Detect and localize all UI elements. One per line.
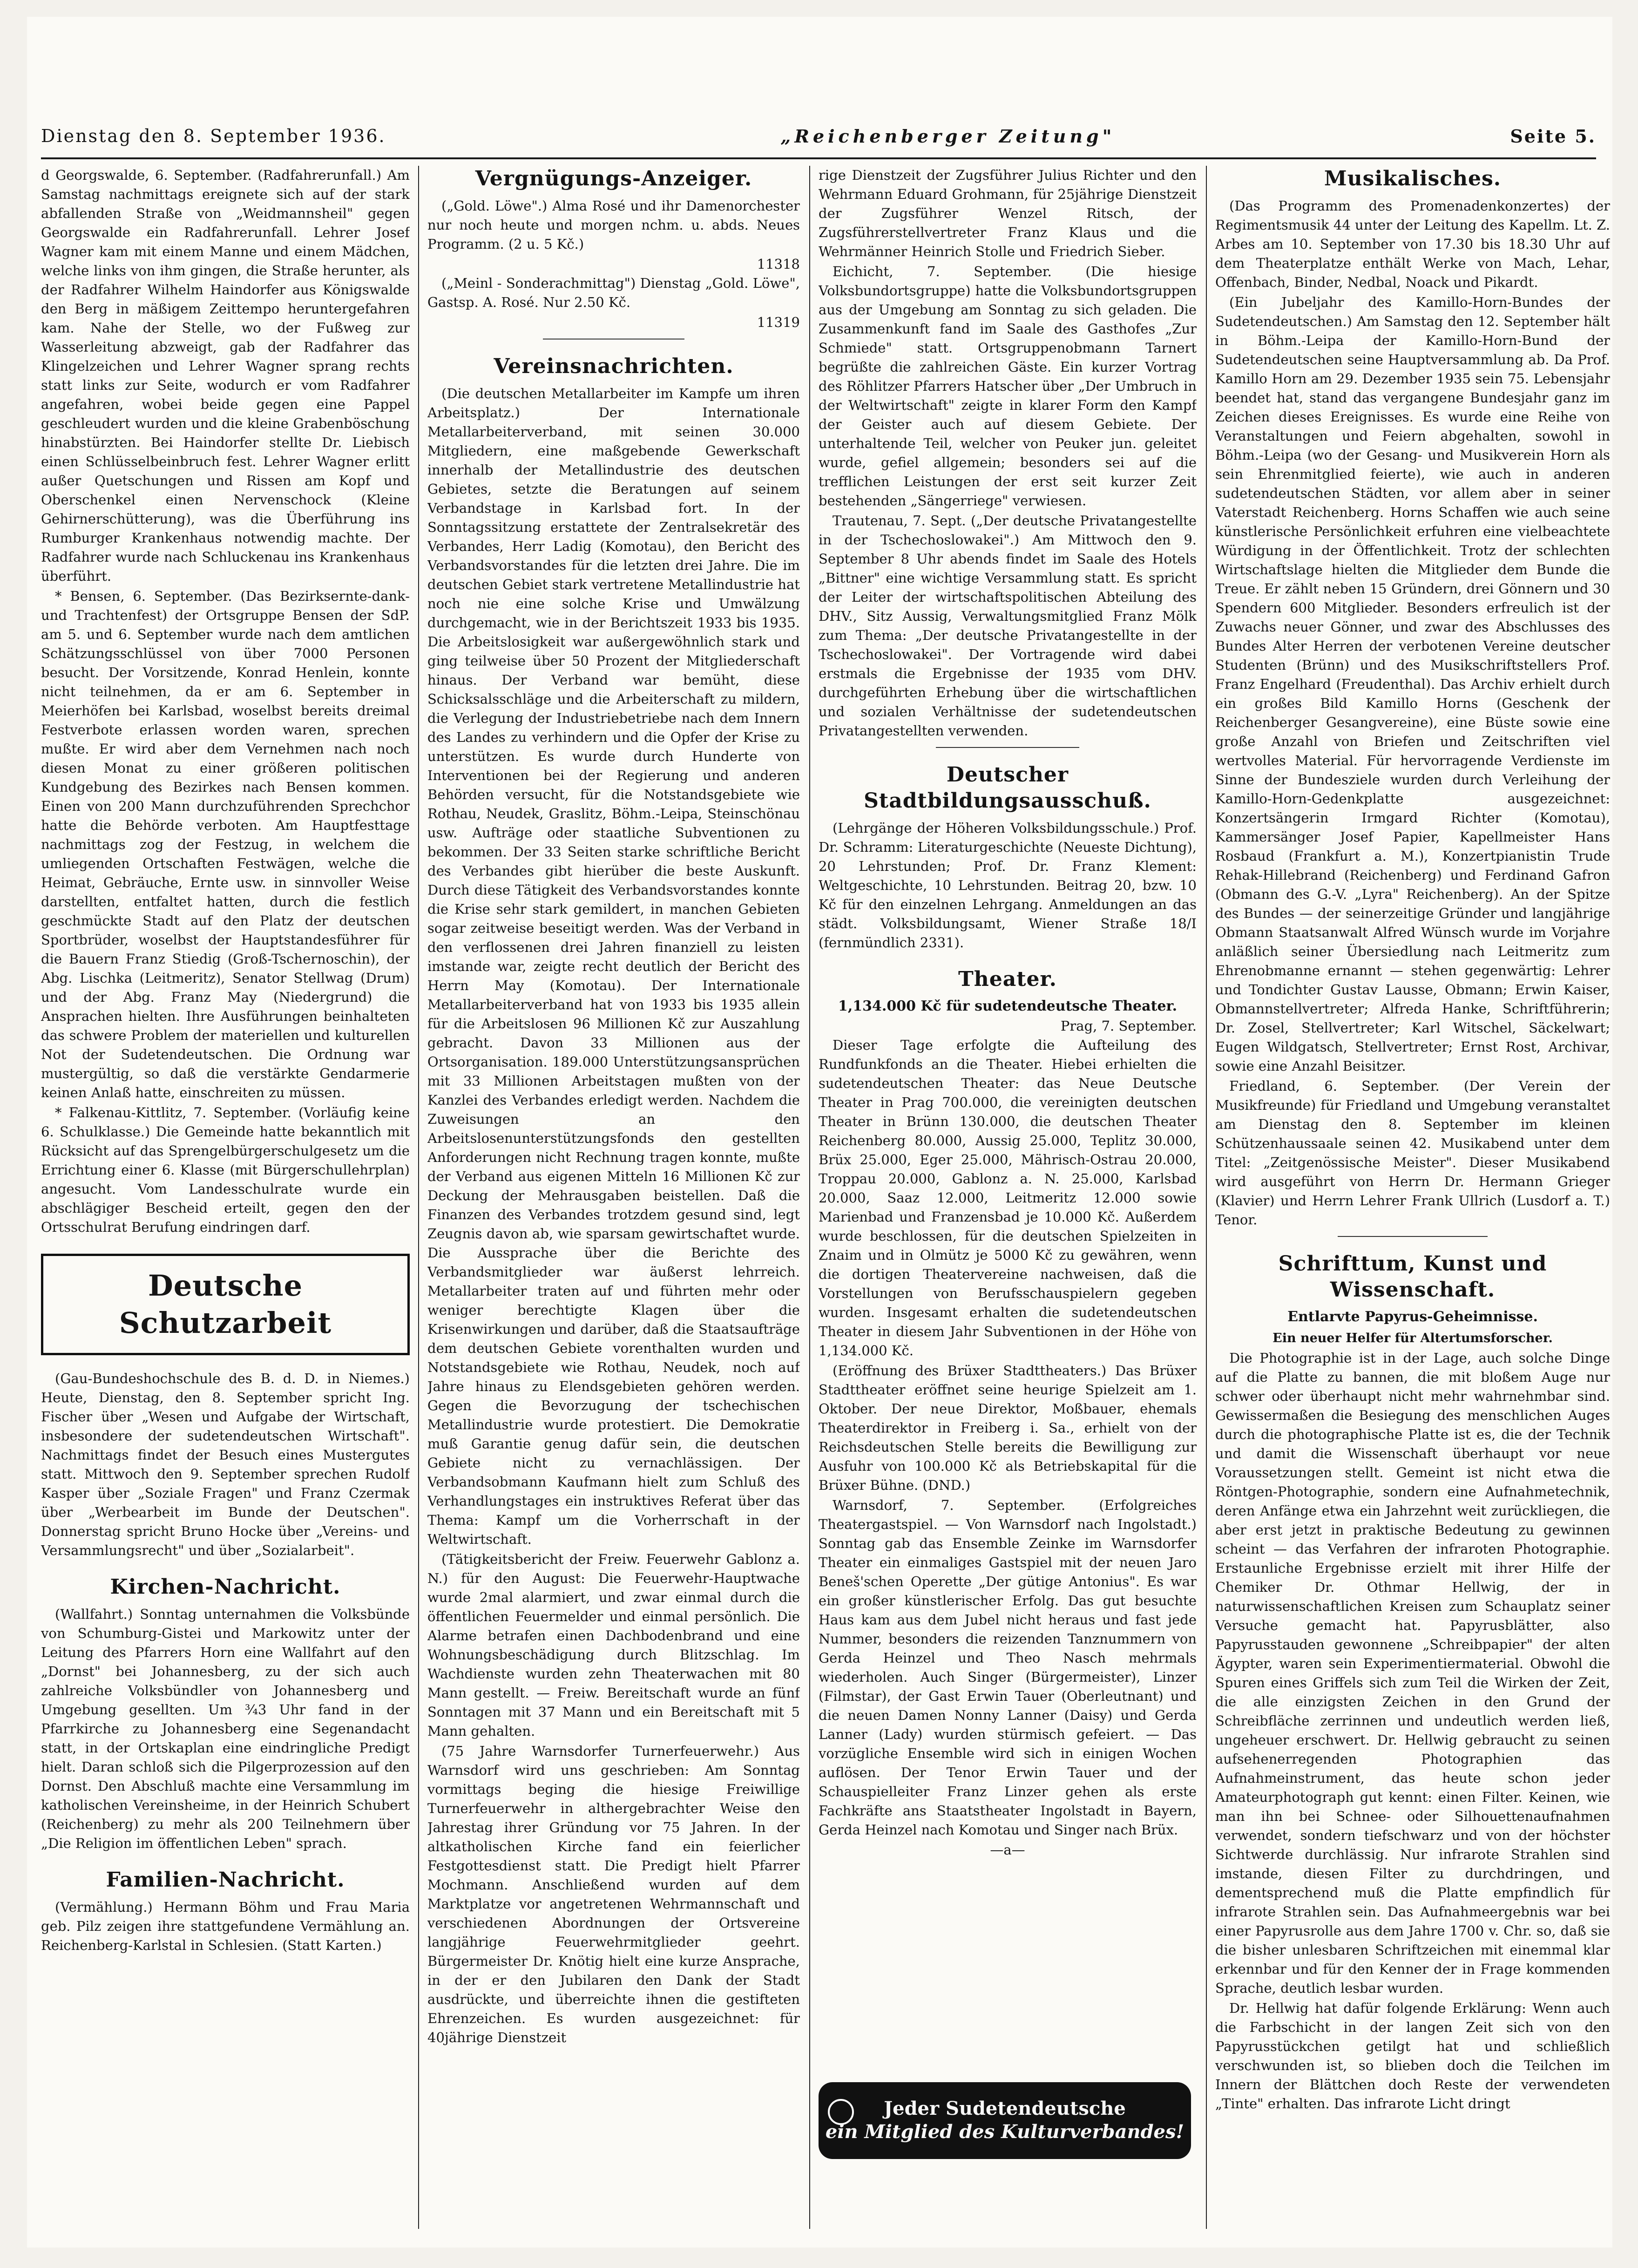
signature: —a— <box>990 1842 1025 1858</box>
heading-musikalisches: Musikalisches. <box>1324 167 1502 190</box>
column-1 <box>41 166 410 2229</box>
emblem-icon <box>828 2099 854 2125</box>
issue-date: Dienstag den 8. September 1936. <box>41 126 386 146</box>
page-number: Seite 5. <box>1510 125 1596 147</box>
article-turnerfeuerwehr-cont: rige Dienstzeit der Zugsführer Julius Richter und den Wehrmann Eduard Grohmann, für 25jährige Dienstzeit der Zugsführer Wenzel Ritsch, der Zugsführerstellvertreter Franz Klaus und die Wehrmänner Heinrich Stolle und Friedrich Sieber. <box>819 167 1197 259</box>
article-feuerwehr-gablonz: (Tätigkeitsbericht der Freiw. Feuerwehr Gablonz a. N.) für den August: Die Feuerwehr-Hauptwache wurde 2mal alarmiert, und zwar einmal durch die öffentlichen Feuermelder und einmal persönlich. Die Alarme betrafen einen Dachbodenbrand und eine Wohnungsbeschädigung durch Blitzschlag. Im Wachdienste wurden zehn Theaterwachen mit 80 Mann gestellt. — Freiw. Bereitschaft wurde an fünf Sonntagen mit 37 Mann und ein Bereitschaft mit 5 Mann gehalten. <box>427 1551 800 1739</box>
ad-line-2: ein Mitglied des Kulturverbandes! <box>825 2121 1185 2143</box>
separator <box>936 747 1080 748</box>
article-gau-bundeshochschule: (Gau-Bundeshochschule des B. d. D. in Niemes.) Heute, Dienstag, den 8. September spricht Ing. Fischer über „Wesen und Aufgabe der Wirtschaft, insbesondere der sudetendeutschen Wirtschaft". Nachmittags findet der Besuch eines Mustergutes statt. Mittwoch den 9. September sprechen Rudolf Kasper über „Soziale Fragen" und Franz Czermak über „Werbearbeit im Bunde der Deutschen". Donnerstag spricht Bruno Hocke über „Vereins- und Versammlungsrecht" und über „Sozialarbeit". <box>41 1371 410 1558</box>
article-falkenau: * Falkenau-Kittlitz, 7. September. (Vorläufig keine 6. Schulklasse.) Die Gemeinde hatte bekanntlich mit Rücksicht auf das Sprengelbürgerschulgesetz um die Errichtung einer 6. Klasse (mit Bürgerschullehrplan) angesucht. Vom Landesschulrate wurde ein abschlägiger Bescheid erteilt, gegen den der Ortsschulrat Berufung eindringen darf. <box>41 1105 410 1235</box>
column-rule <box>1206 166 1207 2229</box>
article-rundfunkfonds: Dieser Tage erfolgte die Aufteilung des Rundfunkfonds an die Theater. Hiebei erhielten die sudetendeutschen Theater: das Neue Deutsche Theater in Prag 700.000, die vereinigten deutschen Theater in Brünn 130.000, die deutschen Theater Reichenberg 80.000, Aussig 25.000, Teplitz 30.000, Brüx 25.000, Eger 25.000, Mährisch-Ostrau 20.000, Troppau 20.000, Gablonz a. N. 25.000, Karlsbad 20.000, Saaz 12.000, Leitmeritz 12.000 sowie Marienbad und Franzensbad je 10.000 Kč. Außerdem wurde beschlossen, für die deutschen Spielzeiten in Znaim und in Olmütz je 5000 Kč zu gewähren, wenn die dortigen Theatervereine nachweisen, daß die Vorstellungen von Berufsschauspielern gegeben wurden. Insgesamt erhalten die sudetendeutschen Theater in diesem Jahr Subventionen in der Höhe von 1,134.000 Kč. <box>819 1037 1197 1358</box>
article-trautenau: Trautenau, 7. Sept. („Der deutsche Privatangestellte in der Tschechoslowakei".) Am Mittwoch den 9. September 8 Uhr abends findet im Saale des Hotels „Bittner" eine wichtige Versammlung statt. Es spricht der Leiter der wirtschaftspolitischen Abteilung des DHV., Sitz Aussig, Verwaltungsmitglied Franz Mölk zum Thema: „Der deutsche Privatangestellte in der Tschechoslowakei". Der Vortragende wird dabei erstmals die Ergebnisse der 1935 vom DHV. durchgeführten Erhebung über die wirtschaftlichen und sozialen Verhältnisse der sudetendeutschen Privatangestellten verwenden. <box>819 513 1197 739</box>
column-2 <box>427 166 800 2229</box>
separator <box>543 339 684 340</box>
article-vermaehlung: (Vermählung.) Hermann Böhm und Frau Maria geb. Pilz zeigen ihre stattgefundene Vermählung an. Reichenberg-Karlstal in Schlesien. (Statt Karten.) <box>41 1899 410 1953</box>
article-papyrus-cont: Dr. Hellwig hat dafür folgende Erklärung: Wenn auch die Farbschicht in der langen Zeit sich von den Papyrusstückchen getilgt hat und schließlich verschwunden ist, so blieben doch die Teilchen im Innern der Blättchen doch Reste der verwendeten „Tinte" erhalten. Das infrarote Licht dringt <box>1215 2000 1610 2112</box>
article-eichicht: Eichicht, 7. September. (Die hiesige Volksbundortsgruppe) hatte die Volksbundortsgruppen aus der Umgebung am Sonntag zu sich geladen. Die Zusammenkunft fand im Saale des Gasthofes „Zur Schmiede" statt. Ortsgruppenobmann Tarnert begrüßte die zahlreichen Gäste. Ein kurzer Vortrag des Röhlitzer Pfarrers Hatscher über „Der Umbruch in der Weltwirtschaft" zeigte in klarer Form den Kampf der Geister auch auf diesem Gebiete. Der unterhaltende Teil, welcher von Peuker jun. geleitet wurde, gefiel allgemein; besonders sei auf die trefflichen Leistungen der erst seit kurzer Zeit bestehenden „Sängerriege" verwiesen. <box>819 264 1197 509</box>
ad-number: 11318 <box>757 256 800 272</box>
masthead <box>41 115 1596 159</box>
article-warnsdorf-theater: Warnsdorf, 7. September. (Erfolgreiches Theatergastspiel. — Von Warnsdorf nach Ingolstadt.) Sonntag gab das Ensemble Zeinke im Warnsdorfer Theater ein einmaliges Gastspiel mit der neuen Jaro Beneš'schen Operette „Der gütige Antonius". Es war ein großer künstlerischer Erfolg. Das gut besuchte Haus kam aus dem Jubel nicht heraus und fast jede Nummer, besonders die reizenden Tanznummern von Gerda Heinzel und Theo Nasch mehrmals wiederholen. Auch Singer (Bürgermeister), Linzer (Filmstar), der Gast Erwin Tauer (Oberleutnant) und die neuen Damen Nonny Lanner (Daisy) und Gerda Lanner (Lady) wurden stürmisch gefeiert. — Das vorzügliche Ensemble wird sich in einigen Wochen auflösen. Der Tenor Erwin Tauer und der Schauspielleiter Franz Linzer gehen als erste Fachkräfte ans Staatstheater Ingolstadt in Bayern, Gerda Heinzel nach Komotau und Singer nach Brüx. <box>819 1497 1197 1838</box>
article-kamillo-horn-bund: (Ein Jubeljahr des Kamillo-Horn-Bundes der Sudetendeutschen.) Am Samstag den 12. September hält in Böhm.-Leipa der Kamillo-Horn-Bund der Sudetendeutschen seine Hauptversammlung ab. Da Prof. Kamillo Horn am 29. Dezember 1935 sein 75. Lebensjahr beendet hat, stand das vergangene Bundesjahr ganz im Zeichen dieses Ereignisses. Es wurde eine Reihe von Veranstaltungen und Feiern abgehalten, sowohl in Böhm.-Leipa (wo der Gesang- und Musikverein Horn als sein Ehrenmitglied feierte), wie auch in anderen sudetendeutschen Städten, vor allem aber in seiner Vaterstadt Reichenberg. Horns Schaffen wie auch seine künstlerische Persönlichkeit erfuhren eine vielbeachtete Würdigung in der Öffentlichkeit. Trotz der schlechten Wirtschaftslage hielten die Mitglieder dem Bunde die Treue. Er zählt neben 15 Gründern, drei Gönnern und 30 Spendern 600 Mitglieder. Besonders erfreulich ist der Zuwachs neuer Gönner, und zwar des Abschlusses des Bundes Alter Herren der verbotenen Vereine deutscher Studenten (Brünn) und des Musikschriftstellers Prof. Franz Engelhard (Freudenthal). Das Archiv erhielt durch ein großes Bild Kamillo Horns (Geschenk der Reichenberger Gesangvereine), eine Büste sowie eine große Anzahl von Briefen und Zeitschriften viel wertvolles Material. Für hervorragende Verdienste im Sinne der Bundesziele wurden durch Verleihung der Kamillo-Horn-Gedenkplatte ausgezeichnet: Konzertsängerin Irmgard Richter (Komotau), Kammersänger Josef Papier, Kapellmeister Hans Rosbaud (Frankfurt a. M.), Konzertpianistin Trude Rehak-Hillebrand (Reichenberg) und Ferdinand Gafron (Obmann des G.-V. „Lyra" Reichenberg). An der Spitze des Bundes — der seinerzeitige Gründer und langjährige Obmann Staatsanwalt Alfred Wünsch wurde im Vorjahre anläßlich seiner Übersiedlung nach Leitmeritz zum Ehrenobmanne ernannt — stehen gegenwärtig: Lehrer und Tondichter Gustav Lausse, Obmann; Erwin Kaiser, Obmannstellvertreter; Alfreda Hanke, Schriftführerin; Dr. Zosel, Stellvertreter; Karl Witschel, Säckelwart; Eugen Wildgatsch, Stellvertreter; Ernst Rost, Archivar, sowie eine Anzahl Beisitzer. <box>1215 294 1610 1074</box>
schutzarbeit-banner: Deutsche Schutzarbeit <box>41 1254 410 1355</box>
heading-familien-nachricht: Familien-Nachricht. <box>106 1868 345 1892</box>
kulturverband-ad <box>819 2082 1191 2159</box>
article-promenadenkonzert: (Das Programm des Promenadenkonzertes) der Regimentsmusik 44 unter der Leitung des Kapellm. Lt. Z. Arbes am 10. September von 17.30 bis 18.30 Uhr auf dem Theaterplatze enthält Werke von Mach, Lehar, Offenbach, Binder, Nedbal, Noack und Pikardt. <box>1215 198 1610 290</box>
dateline: Prag, 7. September. <box>1060 1018 1197 1034</box>
subheading-papyrus: Entlarvte Papyrus-Geheimnisse. <box>1287 1309 1538 1325</box>
subheading-theater: 1,134.000 Kč für sudetendeutsche Theater. <box>838 998 1178 1014</box>
heading-kirchen-nachricht: Kirchen-Nachricht. <box>110 1575 341 1599</box>
article-metallarbeiter: (Die deutschen Metallarbeiter im Kampfe um ihren Arbeitsplatz.) Der Internationale Metallarbeiterverband, mit seinen 30.000 Mitgliedern, eine maßgebende Gewerkschaft innerhalb der Metallindustrie des deutschen Gebietes, setzte die Beratungen auf seinem Verbandstage in Karlsbad fort. In der Sonntagssitzung erstattete der Zentralsekretär des Verbandes, Herr Ladig (Komotau), den Bericht des Verbandsvorstandes für die letzten drei Jahre. Die im deutschen Gebiet stark vertretene Metallindustrie hat noch nie eine solche Krise und Umwälzung durchgemacht, wie in der Berichtszeit 1933 bis 1935. Die Arbeitslosigkeit war außergewöhnlich stark und ging teilweise über 50 Prozent der Mitgliederschaft hinaus. Der Verband war bemüht, diese Schicksalsschläge und die Arbeiterschaft zu mildern, die Verlegung der Industriebetriebe nach dem Innern des Landes zu verhindern und die Opfer der Krise zu unterstützen. Es wurde durch Hunderte von Interventionen bei der Regierung und anderen Behörden versucht, für die Notstandsgebiete wie Rothau, Neudek, Graslitz, Böhm.-Leipa, Steinschönau usw. Aufträge oder staatliche Subventionen zu bekommen. Der 33 Seiten starke schriftliche Bericht des Verbandes gibt hierüber die beste Auskunft. Durch diese Tätigkeit des Verbandsvorstandes konnte die Krise sehr stark gemildert, in manchen Gebieten sogar zeitweise beseitigt werden. Was der Verband in den verflossenen drei Jahren finanziell zu leisten imstande war, zeigte recht deutlich der Bericht des Herrn May (Komotau). Der Internationale Metallarbeiterverband hat von 1933 bis 1935 allein für die Arbeitslosen 96 Millionen Kč zur Auszahlung gebracht. Davon 33 Millionen aus der Ortsorganisation. 189.000 Unterstützungsansprüchen mit 33 Millionen Arbeitstagen mußten von der Kanzlei des Verbandes erledigt werden. Nachdem die Zuweisungen an den Arbeitslosenunterstützungsfonds den gestellten Anforderungen nicht Rechnung tragen konnte, mußte der Verband aus eigenen Mitteln 16 Millionen Kč zur Deckung der Mehrausgaben beistellen. Daß die Finanzen des Verbandes trotzdem gesund sind, legt Zeugnis davon ab, wie sparsam gewirtschaftet wurde. Die Aussprache über die Berichte des Verbandsmitglieder war äußerst lehrreich. Metallarbeiter traten auf und führten mehr oder weniger berechtigte Klagen über die Krisenwirkungen und darüber, daß die Staatsaufträge dem deutschen Gebiete vorenthalten wurden und Notstandsgebiete wie Rothau, Neudek, noch auf Jahre hinaus zu Elendsgebieten gehören werden. Gegen die Bevorzugung der tschechischen Metallindustrie wurde protestiert. Die Demokratie muß Garantie genug dafür sein, die deutschen Gebiete nicht zu vernachlässigen. Der Verbandsobmann Kaufmann hielt zum Schluß des Verhandlungstages ein instruktives Referat über das Thema: Kampf um die Vorherrschaft in der Weltwirtschaft. <box>427 386 800 1547</box>
ad-gold-loewe: („Gold. Löwe".) Alma Rosé und ihr Damenorchester nur noch heute und morgen nchm. u. abds. Neues Programm. (2 u. 5 Kč.) <box>427 198 800 252</box>
article-lehrgaenge: (Lehrgänge der Höheren Volksbildungsschule.) Prof. Dr. Schramm: Literaturgeschichte (Neueste Dichtung), 20 Lehrstunden; Prof. Dr. Franz Klement: Weltgeschichte, 10 Lehrstunden. Beitrag 20, bzw. 10 Kč für den einzelnen Lehrgang. Anmeldungen an das städt. Volksbildungsamt, Wiener Straße 18/I (fernmündlich 2331). <box>819 820 1197 951</box>
subheading-altertumsforscher: Ein neuer Helfer für Altertumsforscher. <box>1272 1331 1553 1345</box>
newspaper-title: „Reichenberger Zeitung" <box>780 125 1116 147</box>
heading-schrifttum: Schrifttum, Kunst und Wissenschaft. <box>1278 1252 1547 1302</box>
article-wallfahrt: (Wallfahrt.) Sonntag unternahmen die Volksbünde von Schumburg-Gistei und Markowitz unter der Leitung des Pfarrers Horn eine Wallfahrt auf den „Dornst" bei Johannesberg, zu der sich auch zahlreiche Volksbündler von Johannesberg und Umgebung gesellten. Um ¾3 Uhr fand in der Pfarrkirche zu Johannesberg eine Segenandacht statt, in der Ortskaplan eine eindringliche Predigt hielt. Daran schloß sich die Pilgerprozession auf den Dornst. Den Abschluß machte eine Versammlung im katholischen Vereinsheime, in der Heinrich Schubert (Reichenberg) zu mehr als 200 Teilnehmern über „Die Religion im öffentlichen Leben" sprach. <box>41 1606 410 1851</box>
heading-stadtbildungsausschuss: Deutscher Stadtbildungsausschuß. <box>864 763 1151 813</box>
heading-vergnuegungs-anzeiger: Vergnügungs-Anzeiger. <box>475 167 752 190</box>
article-turnerfeuerwehr: (75 Jahre Warnsdorfer Turnerfeuerwehr.) Aus Warnsdorf wird uns geschrieben: Am Sonntag vormittags beging die hiesige Freiwillige Turnerfeuerwehr in althergebrachter Weise den Jahrestag ihrer Gründung vor 75 Jahren. In der altkatholischen Kirche fand ein feierlicher Festgottesdienst statt. Die Predigt hielt Pfarrer Mochmann. Anschließend wurden auf dem Marktplatze vor angetretenen Wehrmannschaft und verschiedenen Abordnungen der Ortsvereine langjährige Feuerwehrmitglieder geehrt. Bürgermeister Dr. Knötig hielt eine kurze Ansprache, in der er den Jubilaren den Dank der Stadt ausdrückte, und überreichte ihnen die gestifteten Ehrenzeichen. Es wurden ausgezeichnet: für 40jährige Dienstzeit <box>427 1743 800 2045</box>
article-georgswalde: d Georgswalde, 6. September. (Radfahrerunfall.) Am Samstag nachmittags ereignete sich auf der stark abfallenden Straße von „Weidmannsheil" gegen Georgswalde ein Radfahrerunfall. Lehrer Josef Wagner kam mit einem Manne und einem Mädchen, welche links von ihm gingen, die Straße herunter, als der Radfahrer Wilhelm Haindorfer aus Königswalde den Berg in mäßigem Zeittempo heruntergefahren kam. Nahe der Stelle, wo der Fußweg zur Wasserleitung abzweigt, gab der Radfahrer das Klingelzeichen und Lehrer Wagner sprang rechts statt links zur Seite, wodurch er vom Radfahrer angefahren, wobei beide gegen eine Pappel geschleudert wurden und die kleine Grabenböschung hinabstürzten. Bei Haindorfer stellte Dr. Liebisch einen Schlüsselbeinbruch fest. Lehrer Wagner erlitt außer Quetschungen und Rissen am Kopf und Oberschenkel einen Nervenschock (Kleine Gehirnerschütterung), was die Überführung ins Rumburger Krankenhaus notwendig machte. Der Radfahrer wurde nach Schluckenau ins Krankenhaus überführt. <box>41 167 410 584</box>
column-rule <box>418 166 419 2229</box>
heading-theater: Theater. <box>958 967 1057 991</box>
ad-number: 11319 <box>757 314 800 330</box>
columns <box>41 166 1610 2229</box>
article-friedland: Friedland, 6. September. (Der Verein der Musikfreunde) für Friedland und Umgebung veranstaltet am Dienstag den 8. September im kleinen Schützenhaussaale seinen 42. Musikabend unter dem Titel: „Zeitgenössische Meister". Dieser Musikabend wird ausgeführt von Herrn Dr. Hermann Grieger (Klavier) und Herrn Lehrer Frank Ullrich (Lusdorf a. T.) Tenor. <box>1215 1078 1610 1228</box>
column-4 <box>1215 166 1610 2229</box>
column-3 <box>819 166 1197 2229</box>
ad-line-1: Jeder Sudetendeutsche <box>884 2098 1126 2119</box>
article-bensen: * Bensen, 6. September. (Das Bezirksernte-dank- und Trachtenfest) der Ortsgruppe Bensen der SdP. am 5. und 6. September wurde nach dem amtlichen Schätzungsschlüssel von über 7000 Personen besucht. Der Vorsitzende, Konrad Henlein, konnte nicht teilnehmen, da er am 6. September in Meierhöfen bei Karlsbad, woselbst bereits dreimal Festverbote erlassen worden waren, sprechen mußte. Er wird aber dem Vernehmen nach noch diesen Monat zu einer größeren politischen Kundgebung des Bezirkes nach Bensen kommen. Einen von 200 Mann durchzuführenden Sprechchor hatte die Behörde verboten. Am Hauptfesttage nachmittags zog der Festzug, in welchem die umliegenden Ortschaften Festwägen, welche die Heimat, Gebräuche, Ernte usw. in sinnvoller Weise darstellten, entfaltet hatten, durch die festlich geschmückte Stadt auf den Platz der deutschen Sportbrüder, woselbst der Hauptstandesführer für die Bauern Franz Stiedig (Groß-Tschernoschin), der Abg. Lischka (Leitmeritz), Senator Stellwag (Drum) und der Abg. Franz May (Niedergrund) die Ansprachen hielten. Ihre Ausführungen beinhalteten das schwere Problem der materiellen und kulturellen Not der Sudetendeutschen. Die Ordnung war mustergültig, so daß die verstärkte Gendarmerie keinen Anlaß hatte, einschreiten zu müssen. <box>41 588 410 1100</box>
newspaper-page <box>27 17 1612 2248</box>
heading-vereinsnachrichten: Vereinsnachrichten. <box>494 354 734 378</box>
ad-meinl: („Meinl - Sonderachmittag") Dienstag „Gold. Löwe", Gastsp. A. Rosé. Nur 2.50 Kč. <box>427 275 800 310</box>
column-rule <box>809 166 810 2229</box>
article-papyrus: Die Photographie ist in der Lage, auch solche Dinge auf die Platte zu bannen, die mit bloßem Auge nur schwer oder überhaupt nicht mehr wahrnehmbar sind. Gewissermaßen die Besiegung des menschlichen Auges durch die photographische Platte ist es, die der Technik und damit die Wissenschaft überhaupt vor neue Voraussetzungen stellt. Gemeint ist nicht etwa die Röntgen-Photographie, sondern eine Aufnahmetechnik, deren Anfänge etwa ein Jahrzehnt weit zurückliegen, die aber erst jetzt in praktische Bedeutung zu gewinnen scheint — das Verfahren der infraroten Photographie. Erstaunliche Ergebnisse erzielt mit ihrer Hilfe der Chemiker Dr. Othmar Hellwig, der in naturwissenschaftlichen Kreisen zum Schauplatz seiner Versuche gemacht hat. Papyrusblätter, also Papyrusstauden gewonnene „Schreibpapier" der alten Ägypter, waren sein Experimentiermaterial. Obwohl die Spuren eines Griffels sich zum Teil die Wirken der Zeit, die alle einzigsten Zeichen in den Grund der Schreibfläche zerrinnen und undeutlich werden ließ, ungeheuer erschwert. Dr. Hellwig gebraucht zu seinen aufsehenerregenden Photographien das Aufnahmeinstrument, das heute schon jeder Amateurphotograph gut kennt: einen Filter. Keinen, wie man ihn bei Schnee- oder Silhouettenaufnahmen verwendet, sondern tiefschwarz und von der höchster Sichtwerde durchlässig. Nur infrarote Strahlen sind imstande, diesen Filter zu durchdringen, und dementsprechend muß die Platte empfindlich für infrarote Strahlen sein. Das Aufnahmeergebnis war bei einer Papyrusrolle aus dem Jahre 1700 v. Chr. so, daß sie die bisher unlesbaren Schriftzeichen mit einemmal klar erkennbar und für den Kenner der in Frage kommenden Sprache, deutlich lesbar wurden. <box>1215 1350 1610 1996</box>
separator <box>1338 1236 1488 1237</box>
article-bruexer-stadttheater: (Eröffnung des Brüxer Stadttheaters.) Das Brüxer Stadttheater eröffnet seine heurige Spielzeit am 1. Oktober. Der neue Direktor, Moßbauer, ehemals Theaterdirektor in Freiberg i. Sa., erhielt von der Reichsdeutschen Stelle bereits die Bewilligung zur Ausfuhr von 100.000 Kč als Betriebskapital für die Brüxer Bühne. (DND.) <box>819 1363 1197 1493</box>
